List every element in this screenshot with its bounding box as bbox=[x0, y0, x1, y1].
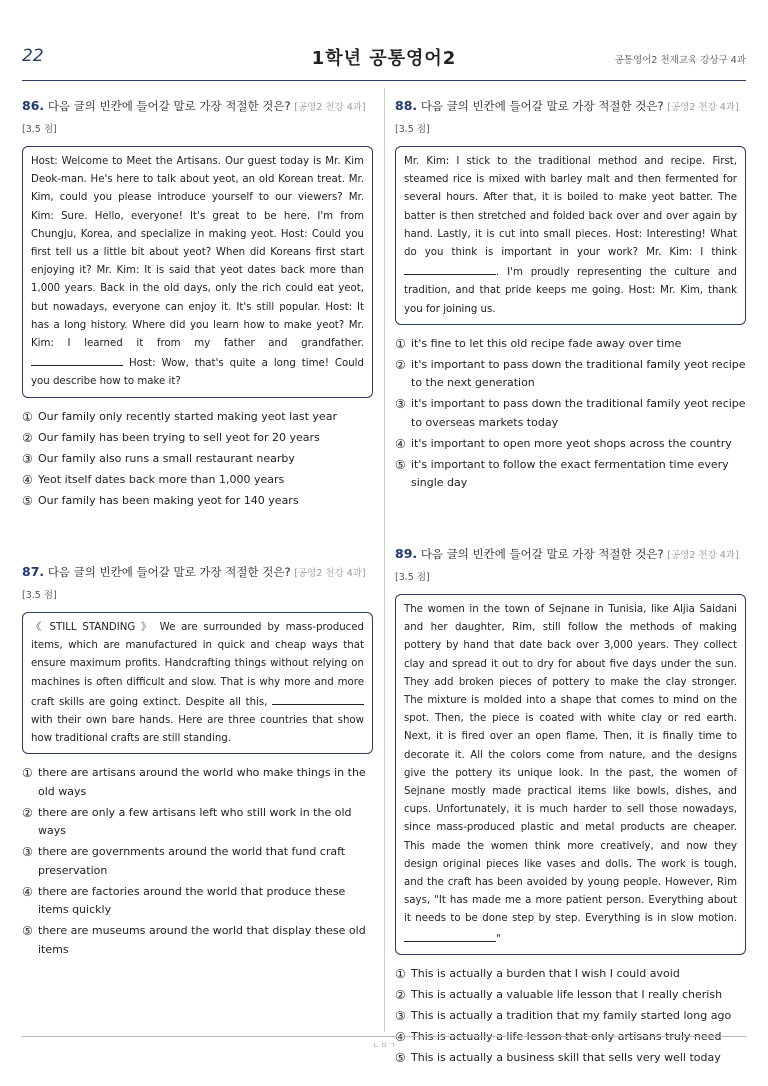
option-marker: ③ bbox=[22, 451, 33, 466]
option-3[interactable] bbox=[395, 395, 746, 432]
option-5[interactable] bbox=[22, 492, 373, 511]
question-points: [3.5 점] bbox=[395, 572, 430, 583]
option-text: This is actually a valuable life lesson that I really cherish bbox=[411, 987, 723, 1001]
question-prompt: 다음 글의 빈칸에 들어갈 말로 가장 적절한 것은? bbox=[420, 547, 664, 561]
option-marker: ③ bbox=[395, 1008, 406, 1023]
answer-blank bbox=[31, 353, 123, 366]
passage-box bbox=[22, 146, 373, 398]
option-text: there are museums around the world that display these old items bbox=[38, 924, 366, 956]
option-marker: ① bbox=[395, 966, 406, 981]
header-rule bbox=[22, 80, 746, 81]
passage-text: The women in the town of Sejnane in Tunisia, like Aljia Saidani and her daughter, Rim, still follow the methods of making pottery by hand that date back over 3,000 years. They collect clay and spread it out to dry for about five days under the sun. They add broken pieces of pottery to make the clay stronger. The mixture is molded into a shape that comes to mind on the spot. Then, the piece is coated with white clay or red earth. Next, it is fired over an open flame. Then, it is finally time to decorate it. All the colors come from nature, and the designs give the pottery its unique look. In the past, the women of Sejnane mostly made practical items like bowls, dishes, and cups. Unfortunately, it is much harder to sell those nowadays, since mass-produced plastic and metal products are cheaper. This made the women think more creatively, and now they design original pieces like vases and dolls. The work is tough, and the craft has been avoided by young people. However, Rim says, "It has made me a more patient person. Everything about it needs to be done step by step. Everything is in slow motion. bbox=[404, 604, 737, 925]
option-3[interactable] bbox=[395, 1007, 746, 1026]
option-marker: ② bbox=[395, 357, 406, 372]
question-prompt: 다음 글의 빈칸에 들어갈 말로 가장 적절한 것은? bbox=[420, 99, 664, 113]
question-number: 88. bbox=[395, 98, 418, 113]
question-prompt: 다음 글의 빈칸에 들어갈 말로 가장 적절한 것은? bbox=[47, 99, 291, 113]
option-1[interactable] bbox=[22, 408, 373, 427]
page-subtitle: 공통영어2 천재교육 강상구 4과 bbox=[614, 55, 746, 66]
option-marker: ③ bbox=[22, 845, 33, 860]
option-text: Our family also runs a small restaurant nearby bbox=[38, 451, 295, 465]
option-list bbox=[22, 764, 373, 959]
passage-text: Host: Welcome to Meet the Artisans. Our guest today is Mr. Kim Deok-man. He's here to talk about yeot, an old Korean treat. Mr. Kim, could you please introduce yourself to our viewers? Mr. Kim: Sure. Hello, everyone! It's great to be here. I'm from Chungju, Korea, and specialize in making yeot. Host: Could you first tell us a little bit about yeot? When did Koreans first start enjoying it? Mr. Kim: It is said that yeot dates back more than 1,000 years. Back in the old days, only the rich could eat yeot, but nowadays, everyone can enjoy it. It's still popular. Host: It has a long history. Where did you learn how to make yeot? Mr. Kim: I learned it from my father and grandfather. bbox=[31, 156, 364, 350]
option-marker: ⑤ bbox=[395, 457, 406, 472]
option-marker: ⑤ bbox=[395, 1050, 406, 1065]
passage-box bbox=[22, 612, 373, 754]
page-number: 22 bbox=[22, 46, 44, 66]
answer-blank bbox=[272, 692, 364, 705]
question-89 bbox=[395, 544, 746, 1070]
option-marker: ① bbox=[395, 336, 406, 351]
option-text: it's important to follow the exact fermentation time every single day bbox=[411, 457, 729, 490]
question-tag: [공영2 천강 4과] bbox=[294, 568, 366, 579]
option-marker: ⑤ bbox=[22, 924, 33, 939]
option-marker: ④ bbox=[395, 1029, 406, 1044]
question-header bbox=[395, 96, 746, 140]
option-text: Yeot itself dates back more than 1,000 years bbox=[38, 472, 285, 486]
option-2[interactable] bbox=[22, 804, 373, 841]
column-divider bbox=[384, 88, 385, 1032]
option-marker: ① bbox=[22, 409, 33, 424]
question-86 bbox=[22, 96, 373, 513]
option-2[interactable] bbox=[22, 429, 373, 448]
option-marker: ② bbox=[22, 805, 33, 820]
option-marker: ③ bbox=[395, 397, 406, 412]
question-tag: [공영2 천강 4과] bbox=[667, 550, 739, 561]
option-1[interactable] bbox=[22, 764, 373, 801]
option-text: there are artisans around the world who make things in the old ways bbox=[38, 766, 366, 798]
option-1[interactable] bbox=[395, 965, 746, 984]
question-points: [3.5 점] bbox=[22, 124, 57, 135]
option-marker: ⑤ bbox=[22, 493, 33, 508]
passage-text-continued: " bbox=[496, 933, 501, 945]
question-number: 87. bbox=[22, 564, 45, 579]
passage-box bbox=[395, 594, 746, 955]
option-5[interactable] bbox=[395, 456, 746, 493]
option-4[interactable] bbox=[22, 883, 373, 920]
option-text: it's important to pass down the traditional family yeot recipe to overseas markets today bbox=[411, 397, 746, 429]
option-marker: ② bbox=[22, 430, 33, 445]
option-text: it's important to open more yeot shops across the country bbox=[411, 436, 732, 450]
option-text: it's fine to let this old recipe fade away over time bbox=[411, 336, 682, 350]
question-header bbox=[22, 96, 373, 140]
footer-mark: ㄴㅇㄱ bbox=[372, 1041, 396, 1050]
answer-blank bbox=[404, 262, 496, 275]
passage-text-continued: . I'm proudly representing the culture and tradition, and that pride keeps me going. Host: Mr. Kim, thank you for joining us. bbox=[404, 267, 737, 315]
question-header bbox=[395, 544, 746, 588]
option-text: This is actually a life lesson that only artisans truly need bbox=[411, 1029, 722, 1043]
passage-text-continued: Host: Wow, that's quite a long time! Could you describe how to make it? bbox=[31, 358, 364, 388]
option-text: there are factories around the world that produce these items quickly bbox=[38, 884, 346, 917]
option-list bbox=[22, 408, 373, 511]
option-text: This is actually a business skill that sells very well today bbox=[411, 1050, 721, 1064]
passage-text: Mr. Kim: I stick to the traditional method and recipe. First, steamed rice is mixed with barley malt and then fermented for several hours. After that, it is boiled to make yeot batter. The batter is then stretched and folded back over and over again by hand. Lastly, it is cut into small pieces. Host: Interesting! What do you think is important in your work? Mr. Kim: I think bbox=[404, 156, 737, 259]
passage-box bbox=[395, 146, 746, 325]
option-list bbox=[395, 335, 746, 493]
option-4[interactable] bbox=[22, 471, 373, 490]
question-points: [3.5 점] bbox=[22, 590, 57, 601]
option-4[interactable] bbox=[395, 435, 746, 454]
question-number: 89. bbox=[395, 546, 418, 561]
option-5[interactable] bbox=[22, 922, 373, 959]
footer-rule bbox=[22, 1036, 746, 1037]
option-marker: ① bbox=[22, 766, 33, 781]
question-tag: [공영2 천강 4과] bbox=[294, 102, 366, 113]
passage-text-continued: with their own bare hands. Here are three countries that show how traditional crafts are still standing. bbox=[31, 715, 364, 745]
option-text: there are only a few artisans left who still work in the old ways bbox=[38, 805, 352, 838]
option-3[interactable] bbox=[22, 843, 373, 880]
passage-text: 《 STILL STANDING 》 We are surrounded by mass-produced items, which are manufactured in quick and cheap ways that ensure maximum profits. Handcrafting things without relying on machines is often difficult and slow. That is why more and more craft skills are going extinct. Despite all this, bbox=[31, 622, 364, 708]
question-number: 86. bbox=[22, 98, 45, 113]
option-text: Our family has been trying to sell yeot for 20 years bbox=[38, 430, 320, 444]
option-marker: ④ bbox=[22, 884, 33, 899]
option-text: there are governments around the world that fund craft preservation bbox=[38, 845, 346, 877]
page-title: 1학년 공통영어2 bbox=[311, 48, 457, 69]
option-1[interactable] bbox=[395, 335, 746, 354]
option-text: Our family only recently started making yeot last year bbox=[38, 409, 337, 423]
question-points: [3.5 점] bbox=[395, 124, 430, 135]
option-marker: ④ bbox=[22, 472, 33, 487]
option-text: This is actually a burden that I wish I could avoid bbox=[411, 966, 680, 980]
question-87 bbox=[22, 562, 373, 962]
option-2[interactable] bbox=[395, 356, 746, 393]
option-text: Our family has been making yeot for 140 years bbox=[38, 493, 299, 507]
question-88 bbox=[395, 96, 746, 495]
question-tag: [공영2 천강 4과] bbox=[667, 102, 739, 113]
option-text: it's important to pass down the traditional family yeot recipe to the next generation bbox=[411, 357, 746, 390]
option-text: This is actually a tradition that my family started long ago bbox=[411, 1008, 732, 1022]
option-2[interactable] bbox=[395, 986, 746, 1005]
option-list bbox=[395, 965, 746, 1068]
answer-blank bbox=[404, 929, 496, 942]
option-5[interactable] bbox=[395, 1049, 746, 1068]
option-marker: ④ bbox=[395, 436, 406, 451]
option-marker: ② bbox=[395, 987, 406, 1002]
question-prompt: 다음 글의 빈칸에 들어갈 말로 가장 적절한 것은? bbox=[47, 565, 291, 579]
option-3[interactable] bbox=[22, 450, 373, 469]
question-header bbox=[22, 562, 373, 606]
